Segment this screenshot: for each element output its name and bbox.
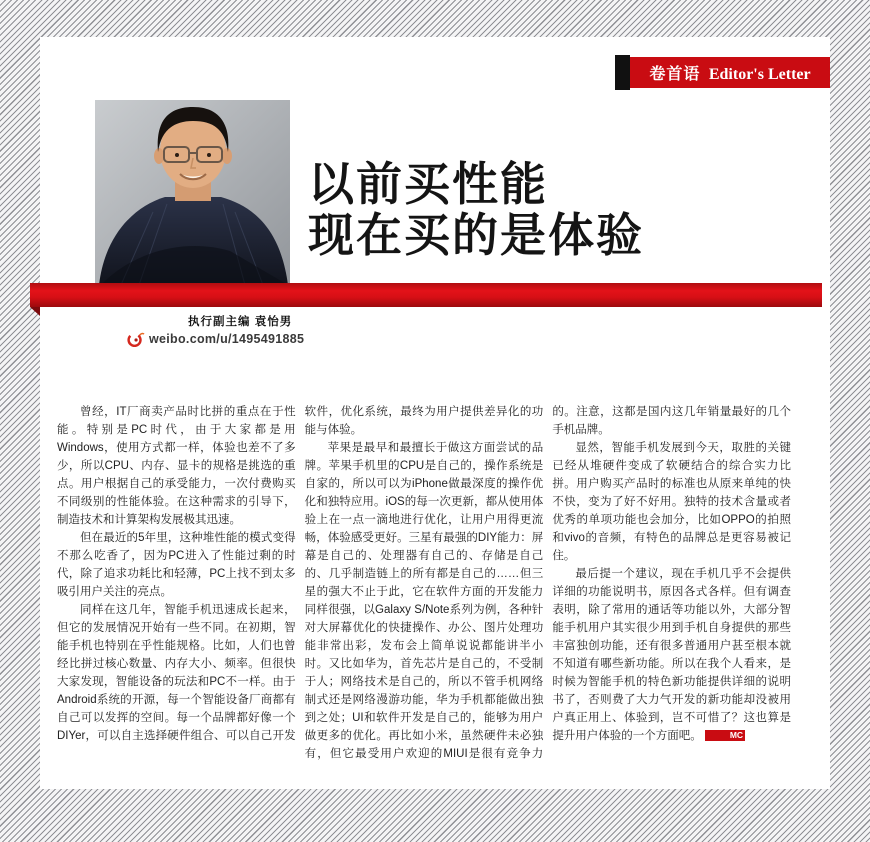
magazine-end-mark: MC xyxy=(705,730,745,741)
page-title-line1: 以前买性能 xyxy=(308,158,548,210)
ribbon-fold-triangle xyxy=(30,307,40,316)
section-badge-en: Editor's Letter xyxy=(708,66,811,83)
page-title xyxy=(308,159,644,261)
weibo-icon xyxy=(126,331,145,347)
article-paragraph-text: 最后提一个建议，现在手机几乎不会提供详细的功能说明书，原因各式各样。但有调查表明，除了常用的通话等功能以外，大部分智能手机用户其实很少用到手机自身提供的那些丰富独创功能，还有很多普通用户甚至根本就不知道有哪些新功能。所以在我个人看来，是时候为智能手机的特色新功能提供详细的说明书了，否则费了大力气开发的新功能却没被用户真正用上、体验到，岂不可惜了？这也算是提升用户体验的一个方面吧。 xyxy=(552,568,791,742)
page-title-line2: 现在买的是体验 xyxy=(308,209,644,261)
section-badge-cn: 卷首语 xyxy=(649,66,701,83)
article-paragraph: 苹果是最早和最擅长于做这方面尝试的品牌。苹果手机里的CPU是自己的，操作系统是自家的，所以可以为iPhone做最深度的操作优化和独特应用。iOS的每一次更新，都从使用体验上在一点一滴地进行优化，让用户用得更流畅，体验感受更好。三星有最强的DIY能力：屏幕是自己的、处理器有自己的、存储是自己的、几乎制造链上的所有都是自己的……但三星的强大不止于此，它在软件方面的开发能力同样很强，以Galaxy S/Note系列为例，各种针对大屏幕优化的快捷操作、办公、图片处理功能非常出彩，发布会上简单说说都能讲半小时。又比如华为，首先芯片是自己的，不受制于人；网络技术是自己的，所以不管手机网络制式还是网络漫游功能，华为手机都能做出独到之处；UI和软件开发是自己的，能够为用户做更多的优化。再比如小米，虽然硬件未必独有，但它最受用户欢迎的MIUI是很有竞争力的。注意，这都是国内这几年销量最好的几个手机品牌。 xyxy=(304,406,791,760)
editor-byline-block xyxy=(126,313,304,347)
portrait-illustration xyxy=(95,100,290,285)
article-paragraph: 显然，智能手机发展到今天，取胜的关键已经从堆硬件变成了软硬结合的综合实力比拼。用户购买产品时的标准也从原来单纯的快不快，变为了好不好用。独特的技术含量或者优秀的单项功能也会加分，比如OPPO的拍照和vivo的音频，有特色的品牌总是更容易被记住。 xyxy=(552,442,791,562)
editor-portrait-photo xyxy=(95,100,290,285)
article-columns xyxy=(57,403,791,765)
magazine-page xyxy=(40,37,830,789)
section-badge xyxy=(630,57,830,88)
article-paragraph: 曾经，IT厂商卖产品时比拼的重点在于性能。特别是PC时代，由于大家都是用Windows，使用方式都一样，体验也差不了多少，所以CPU、内存、显卡的规格是挑选的重点。用户根据自己的承受能力，一次付费购买不同级别的性能体验。在这种需求的引导下，制造技术和计算架构发展极其迅速。 xyxy=(57,406,296,526)
weibo-url-link[interactable]: weibo.com/u/1495491885 xyxy=(149,332,305,346)
badge-black-tab xyxy=(615,55,630,90)
article-paragraph: 同样在这几年，智能手机迅速成长起来，但它的发展情况开始有一些不同。在初期，智能手机也特别在乎性能规格。比如，人们也曾经比拼过核心数量、内存大小、频率。但很快大家发现，智能设备的玩法和PC不一样。由于Android系统的开源，每一个智能设备厂商都有自己可以发挥的空间。每一个品牌都好像一个DIYer，可以自主选择硬件组合、可以自己开发软件，优化系统，最终为用户提供差异化的功能与体验。 xyxy=(57,406,544,742)
editor-byline: 执行副主编 袁怡男 xyxy=(188,316,293,328)
section-badge-label xyxy=(630,61,830,84)
weibo-line xyxy=(126,331,304,347)
article-paragraph xyxy=(552,565,791,745)
article-paragraph: 但在最近的5年里，这种堆性能的模式变得不那么吃香了，因为PC进入了性能过剩的时代，除了追求功耗比和轻薄，PC上找不到太多吸引用户关注的亮点。 xyxy=(57,532,296,598)
red-ribbon-divider xyxy=(30,283,822,307)
